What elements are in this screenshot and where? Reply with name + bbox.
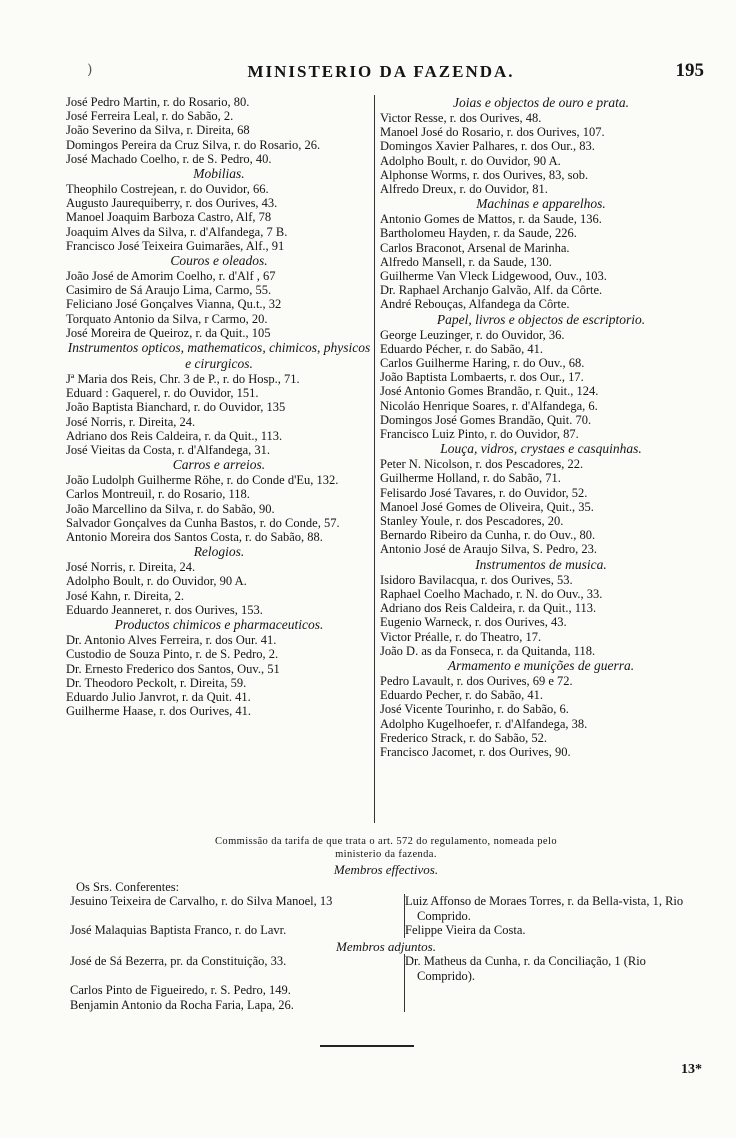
- member-entry: [405, 983, 702, 998]
- commission-title-cont: ministerio da fazenda.: [335, 849, 437, 860]
- directory-entry: João Marcellino da Silva, r. do Sabão, 90.: [66, 501, 275, 516]
- directory-entry: Eduardo Pecher, r. do Sabão, 41.: [380, 688, 544, 703]
- directory-entry: Frederico Strack, r. do Sabão, 52.: [380, 730, 547, 745]
- directory-entry: Guilherme Van Vleck Lidgewood, Ouv., 103.: [380, 269, 607, 284]
- member-row: [70, 954, 702, 983]
- section-heading: Carros e arreios.: [172, 457, 266, 473]
- directory-entry: Pedro Lavault, r. dos Ourives, 69 e 72.: [380, 673, 573, 688]
- directory-entry: Domingos José Gomes Brandão, Quit. 70.: [380, 412, 592, 427]
- directory-entry: Dr. Antonio Alves Ferreira, r. dos Our. 41.: [66, 633, 277, 648]
- directory-entry: Domingos Pereira da Cruz Silva, r. do Rosario, 26.: [66, 137, 321, 152]
- directory-entry: José Machado Coelho, r. de S. Pedro, 40.: [66, 151, 272, 166]
- directory-entry: Peter N. Nicolson, r. dos Pescadores, 22.: [380, 457, 584, 472]
- page-number: 195: [675, 60, 704, 81]
- section-heading: Instrumentos de musica.: [475, 556, 607, 572]
- directory-entry: Domingos Xavier Palhares, r. dos Our., 83.: [380, 139, 595, 154]
- directory-entry: Adolpho Boult, r. do Ouvidor, 90 A.: [380, 153, 561, 168]
- directory-entry: Victor Préalle, r. do Theatro, 17.: [380, 629, 542, 644]
- member-row: [70, 998, 702, 1013]
- directory-entry: José Moreira de Queiroz, r. da Quit., 105: [66, 325, 271, 340]
- directory-entry: Dr. Raphael Archanjo Galvão, Alf. da Côrte.: [380, 283, 603, 298]
- margin-mark: ): [87, 62, 93, 78]
- member-row: [70, 894, 702, 923]
- directory-entry: André Rebouças, Alfandega da Côrte.: [380, 297, 570, 312]
- directory-entry: José Norris, r. Direita, 24.: [66, 414, 196, 429]
- section-heading: Couros e oleados.: [170, 253, 268, 269]
- member-entry: José de Sá Bezerra, pr. da Constituição, 33.: [70, 954, 405, 983]
- directory-entry: Nicoláo Henrique Soares, r. d'Alfandega, 6.: [380, 398, 598, 413]
- adjunct-members-list: [70, 954, 702, 1012]
- section-heading: Mobilias.: [193, 166, 245, 182]
- directory-entry: Eduardo Julio Janvrot, r. da Quit. 41.: [66, 689, 251, 704]
- directory-entry: Antonio Moreira dos Santos Costa, r. do Sabão, 88.: [66, 530, 323, 545]
- section-heading: Papel, livros e objectos de escriptorio.: [436, 311, 646, 327]
- directory-entry: Manoel José do Rosario, r. dos Ourives, 107.: [380, 125, 605, 140]
- page-title: MINISTERIO DA FAZENDA.: [247, 62, 515, 81]
- directory-entry: João Baptista Bianchard, r. do Ouvidor, 135: [66, 400, 286, 415]
- directory-entry: José Vieitas da Costa, r. d'Alfandega, 31.: [66, 443, 271, 458]
- directory-entry: Antonio José de Araujo Silva, S. Pedro, 23.: [380, 542, 598, 557]
- directory-entry: José Vicente Tourinho, r. do Sabão, 6.: [380, 702, 569, 717]
- directory-entry: Adolpho Kugelhoefer, r. d'Alfandega, 38.: [380, 716, 588, 731]
- section-heading: Machinas e apparelhos.: [476, 196, 606, 212]
- directory-entry: Carlos Guilherme Haring, r. do Ouv., 68.: [380, 356, 585, 371]
- directory-entry: Adolpho Boult, r. do Ouvidor, 90 A.: [66, 574, 247, 589]
- section-heading: Louça, vidros, crystaes e casquinhas.: [440, 441, 642, 457]
- section-heading: Joias e objectos de ouro e prata.: [452, 95, 630, 110]
- directory-entry: Raphael Coelho Machado, r. N. do Ouv., 33.: [380, 586, 603, 601]
- section-heading: Productos chimicos e pharmaceuticos.: [114, 617, 324, 633]
- member-entry: [405, 998, 702, 1013]
- directory-entry: João D. as da Fonseca, r. da Quitanda, 118.: [380, 643, 596, 658]
- closing-rule: [320, 1045, 414, 1047]
- effective-members-heading: Membros effectivos.: [333, 862, 439, 877]
- directory-entry: Victor Resse, r. dos Ourives, 48.: [380, 111, 542, 125]
- page-header: [60, 62, 702, 90]
- section-heading: Instrumentos opticos, mathematicos, chimicos, physicos e cirurgicos.: [67, 340, 371, 372]
- directory-entry: José Ferreira Leal, r. do Sabão, 2.: [66, 109, 234, 124]
- directory-entry: José Antonio Gomes Brandão, r. Quit., 124.: [380, 384, 599, 399]
- directory-entry: Augusto Jaurequiberry, r. dos Ourives, 43.: [66, 196, 278, 211]
- directory-entry: José Pedro Martin, r. do Rosario, 80.: [66, 95, 250, 109]
- member-row: [70, 983, 702, 998]
- directory-entry: Guilherme Holland, r. do Sabão, 71.: [380, 471, 561, 486]
- directory-entry: Bartholomeu Hayden, r. da Saude, 226.: [380, 226, 577, 241]
- directory-entry: Alfredo Mansell, r. da Saude, 130.: [380, 254, 552, 269]
- directory-entry: Dr. Ernesto Frederico dos Santos, Ouv., 51: [66, 661, 280, 676]
- directory-entry: Guilherme Haase, r. dos Ourives, 41.: [66, 704, 252, 719]
- directory-entry: Custodio de Souza Pinto, r. de S. Pedro, 2.: [66, 647, 279, 662]
- effective-members-list: [70, 894, 702, 938]
- member-entry: José Malaquias Baptista Franco, r. do Lavr.: [70, 923, 405, 938]
- directory-entry: Adriano dos Reis Caldeira, r. da Quit., 113.: [380, 601, 597, 616]
- directory-entry: Eduardo Pécher, r. do Sabão, 41.: [380, 341, 544, 356]
- column-divider: [374, 95, 375, 823]
- directory-entry: Alphonse Worms, r. dos Ourives, 83, sob.: [380, 167, 589, 182]
- directory-entry: Casimiro de Sá Araujo Lima, Carmo, 55.: [66, 283, 272, 298]
- member-entry: Carlos Pinto de Figueiredo, r. S. Pedro, 149.: [70, 983, 405, 998]
- directory-entry: João Ludolph Guilherme Röhe, r. do Conde d'Eu, 132.: [66, 473, 339, 488]
- right-column: [380, 95, 702, 835]
- left-column: [66, 95, 372, 835]
- member-entry: Dr. Matheus da Cunha, r. da Conciliação, 1 (Rio Comprido).: [405, 954, 646, 983]
- directory-entry: Francisco Jacomet, r. dos Ourives, 90.: [380, 744, 571, 759]
- directory-entry: Manoel Joaquim Barboza Castro, Alf, 78: [66, 210, 272, 225]
- directory-entry: Francisco José Teixeira Guimarães, Alf., 91: [66, 238, 285, 253]
- directory-entry: João José de Amorim Coelho, r. d'Alf , 67: [66, 269, 276, 284]
- directory-entry: Bernardo Ribeiro da Cunha, r. do Ouv., 80.: [380, 528, 596, 543]
- directory-entry: João Baptista Lombaerts, r. dos Our., 17.: [380, 370, 584, 385]
- directory-entry: Eduard : Gaquerel, r. do Ouvidor, 151.: [66, 386, 259, 401]
- directory-entry: Jª Maria dos Reis, Chr. 3 de P., r. do Hosp., 71.: [66, 372, 300, 387]
- directory-entry: George Leuzinger, r. do Ouvidor, 36.: [380, 327, 565, 342]
- directory-entry: Stanley Youle, r. dos Pescadores, 20.: [380, 514, 564, 529]
- directory-entry: Isidoro Bavilacqua, r. dos Ourives, 53.: [380, 572, 573, 587]
- directory-entry: Eugenio Warneck, r. dos Ourives, 43.: [380, 615, 567, 630]
- adjunct-members-heading: Membros adjuntos.: [336, 938, 436, 954]
- directory-entry: Feliciano José Gonçalves Vianna, Qu.t., 32: [66, 297, 282, 312]
- section-heading: Relogios.: [193, 544, 245, 560]
- member-entry: Jesuino Teixeira de Carvalho, r. do Silva Manoel, 13: [70, 894, 405, 923]
- member-entry: Luiz Affonso de Moraes Torres, r. da Bella-vista, 1, Rio Comprido.: [405, 894, 684, 923]
- directory-entry: João Severino da Silva, r. Direita, 68: [66, 123, 250, 138]
- member-entry: Felippe Vieira da Costa.: [405, 923, 526, 937]
- signature-mark: 13*: [681, 1062, 702, 1077]
- directory-entry: Alfredo Dreux, r. do Ouvidor, 81.: [380, 182, 548, 197]
- directory-entry: Theophilo Costrejean, r. do Ouvidor, 66.: [66, 182, 269, 197]
- member-entry: Benjamin Antonio da Rocha Faria, Lapa, 26.: [70, 998, 405, 1013]
- directory-entry: Dr. Theodoro Peckolt, r. Direita, 59.: [66, 675, 247, 690]
- directory-entry: Francisco Luiz Pinto, r. do Ouvidor, 87.: [380, 427, 579, 442]
- member-row: [70, 923, 702, 938]
- directory-entry: Joaquim Alves da Silva, r. d'Alfandega, 7 B.: [66, 224, 288, 239]
- section-heading: Armamento e munições de guerra.: [447, 657, 635, 673]
- commission-section: [70, 835, 702, 1012]
- conferentes-lead: Os Srs. Conferentes:: [76, 879, 180, 894]
- directory-entry: Eduardo Jeanneret, r. dos Ourives, 153.: [66, 602, 263, 617]
- directory-entry: Carlos Montreuil, r. do Rosario, 118.: [66, 487, 250, 502]
- directory-entry: Salvador Gonçalves da Cunha Bastos, r. do Conde, 57.: [66, 515, 340, 530]
- directory-entry: Adriano dos Reis Caldeira, r. da Quit., 113.: [66, 428, 283, 443]
- commission-title: Commissão da tarifa de que trata o art. 572 do regulamento, nomeada pelo: [215, 836, 557, 847]
- directory-entry: Manoel José Gomes de Oliveira, Quit., 35.: [380, 499, 594, 514]
- directory-entry: Torquato Antonio da Silva, r Carmo, 20.: [66, 311, 268, 326]
- directory-entry: Carlos Braconot, Arsenal de Marinha.: [380, 240, 570, 255]
- directory-entry: Felisardo José Tavares, r. do Ouvidor, 52.: [380, 485, 588, 500]
- directory-entry: José Norris, r. Direita, 24.: [66, 560, 196, 575]
- directory-entry: José Kahn, r. Direita, 2.: [66, 588, 185, 603]
- directory-entry: Antonio Gomes de Mattos, r. da Saude, 136.: [380, 212, 602, 227]
